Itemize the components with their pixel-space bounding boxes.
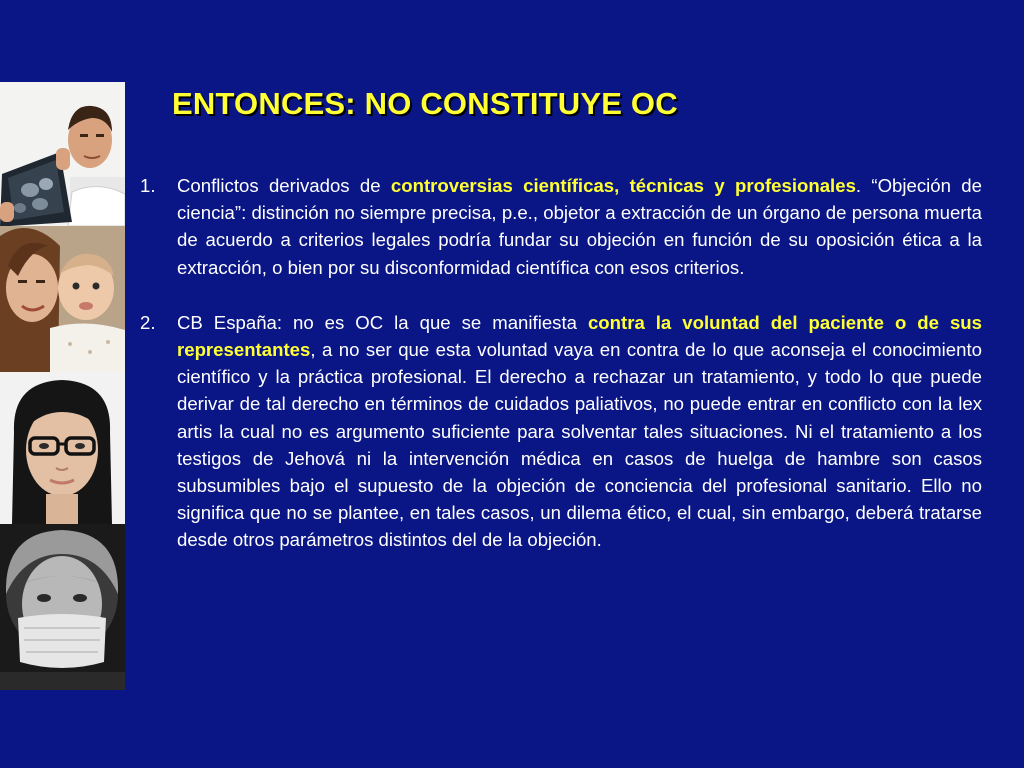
- mother-baby-photo: [0, 226, 125, 372]
- doctor-xray-photo: [0, 82, 125, 226]
- photo-strip: [0, 82, 125, 690]
- list-item: [140, 172, 982, 281]
- surgeon-mask-photo: [0, 524, 125, 690]
- list-item-highlight: controversias científicas, técnicas y profesionales: [390, 175, 856, 196]
- list-item: [140, 309, 982, 554]
- list-item-highlight: contra la voluntad del paciente o de sus representantes: [177, 311, 982, 361]
- surgeon-mask-icon: [0, 524, 125, 690]
- list-item-text: . “Objeción de ciencia”: distinción no siempre precisa, p.e., objetor a extracción de un órgano de persona muerta de acuerdo a criterios legales podría fundar su objeción en función de su oposición ética a la extracción, o bien por su disconformidad científica con esos criterios.: [177, 175, 982, 278]
- woman-glasses-photo: [0, 372, 125, 524]
- list-item-text: CB España: no es OC la que se manifiesta: [177, 311, 588, 333]
- slide-title: ENTONCES: NO CONSTITUYE OC: [172, 86, 678, 121]
- list-item-number: 1.: [140, 175, 156, 196]
- doctor-xray-icon: [0, 82, 125, 226]
- list-item-text: , a no ser que esta voluntad vaya en contra de lo que aconseja el conocimiento científico y la práctica profesional. El derecho a rechazar un tratamiento, y todo lo que puede derivar de tal derecho en términos de cuidados paliativos, no puede entrar en conflicto con la lex artis la cual no es argumento suficiente para solventar tales situaciones. Ni el tratamiento a los testigos de Jehová ni la intervención médica en casos de huelga de hambre son casos subsumibles bajo el supuesto de la objeción de conciencia del profesional sanitario. Ello no significa que no se plantee, en tales casos, un dilema ético, el cual, sin embargo, deberá tratarse desde otros parámetros distintos del de la objeción.: [177, 339, 982, 551]
- woman-glasses-icon: [0, 372, 125, 524]
- mother-baby-icon: [0, 226, 125, 372]
- body-list: [140, 172, 982, 554]
- list-item-text: Conflictos derivados de: [177, 175, 391, 196]
- list-item-number: 2.: [140, 311, 156, 333]
